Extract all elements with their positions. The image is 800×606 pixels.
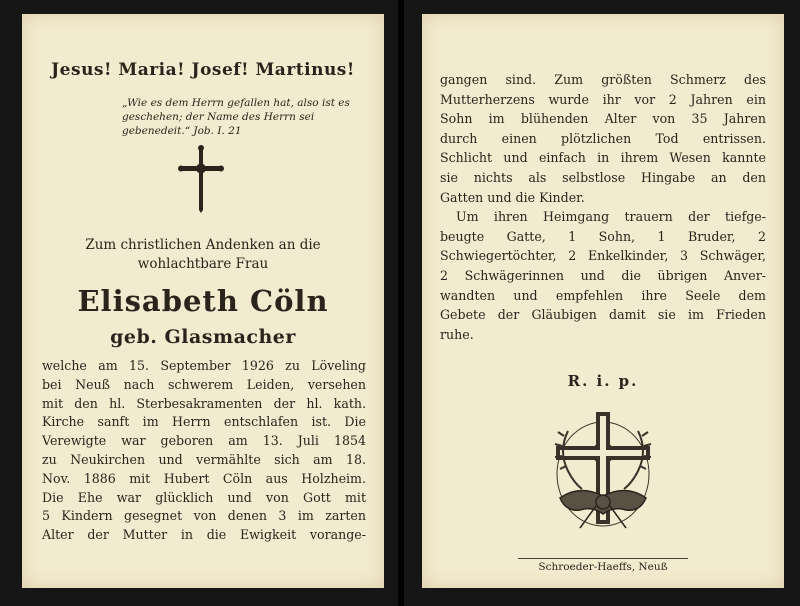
text-line: Kirche sanft im Herrn entschlafen ist. Die	[42, 414, 366, 430]
printer-imprint: Schroeder-Haeffs, Neuß	[518, 558, 688, 573]
memorial-line-2: wohlachtbare Frau	[137, 256, 269, 272]
cross-icon	[178, 144, 224, 214]
text-line: 2 Schwägerinnen und die übrigen Anver-	[440, 267, 766, 283]
right-page	[422, 14, 784, 588]
text-line: bei Neuß nach schwerem Leiden, versehen	[42, 376, 366, 392]
text-line: mit den hl. Sterbesakramenten der hl. kath.	[42, 395, 366, 411]
text-line: Gebete der Gläubigen damit sie im Frieden	[440, 307, 766, 323]
cross-wreath-icon	[538, 406, 668, 536]
biography-text	[42, 357, 366, 545]
rip-text: R. i. p.	[567, 372, 639, 390]
text-line: Verewigte war geboren am 13. Juli 1854	[42, 433, 366, 449]
text-line: zu Neukirchen und vermählte sich am 18.	[42, 451, 366, 467]
text-line: Mutterherzens wurde ihr vor 2 Jahren ein	[440, 91, 766, 107]
left-page	[22, 14, 384, 588]
text-line: Die Ehe war glücklich und von Gott mit	[42, 489, 366, 505]
biography-continued	[440, 70, 766, 344]
text-line: gangen sind. Zum größten Schmerz des	[440, 72, 766, 87]
text-line: durch einen plötzlichen Tod entrissen.	[440, 130, 766, 146]
text-line: Gatten und die Kinder.	[440, 189, 585, 205]
memorial-intro	[50, 236, 356, 274]
text-line: Schwiegertöchter, 2 Enkelkinder, 3 Schwäger,	[440, 248, 766, 264]
text-line: welche am 15. September 1926 zu Löveling	[42, 358, 366, 373]
text-line: sie nichts als selbstlose Hingabe an den	[440, 169, 766, 185]
invocation-header: Jesus! Maria! Josef! Martinus!	[51, 60, 355, 80]
text-line: Sohn im blühenden Alter von 35 Jahren	[440, 111, 766, 127]
maiden-name: geb. Glasmacher	[110, 326, 296, 348]
text-line: ruhe.	[440, 326, 474, 342]
text-line: beugte Gatte, 1 Sohn, 1 Bruder, 2	[440, 228, 766, 244]
text-line: Alter der Mutter in die Ewigkeit vorange-	[42, 527, 366, 543]
text-line: 5 Kindern gesegnet von denen 3 im zarten	[42, 508, 366, 524]
text-line: wandten und empfehlen ihre Seele dem	[440, 287, 766, 303]
text-line: Um ihren Heimgang trauern der tiefge-	[456, 209, 766, 225]
memorial-line-1: Zum christlichen Andenken an die	[85, 237, 321, 253]
deceased-name: Elisabeth Cöln	[77, 284, 329, 318]
fold-gutter	[398, 0, 404, 606]
text-line: Schlicht und einfach in ihrem Wesen kannte	[440, 150, 766, 166]
text-line: Nov. 1886 mit Hubert Cöln aus Holzheim.	[42, 470, 366, 486]
scripture-quote: „Wie es dem Herrn gefallen hat, also ist es geschehen; der Name des Herrn sei gebenedeit.“ Job. I. 21	[122, 97, 350, 137]
